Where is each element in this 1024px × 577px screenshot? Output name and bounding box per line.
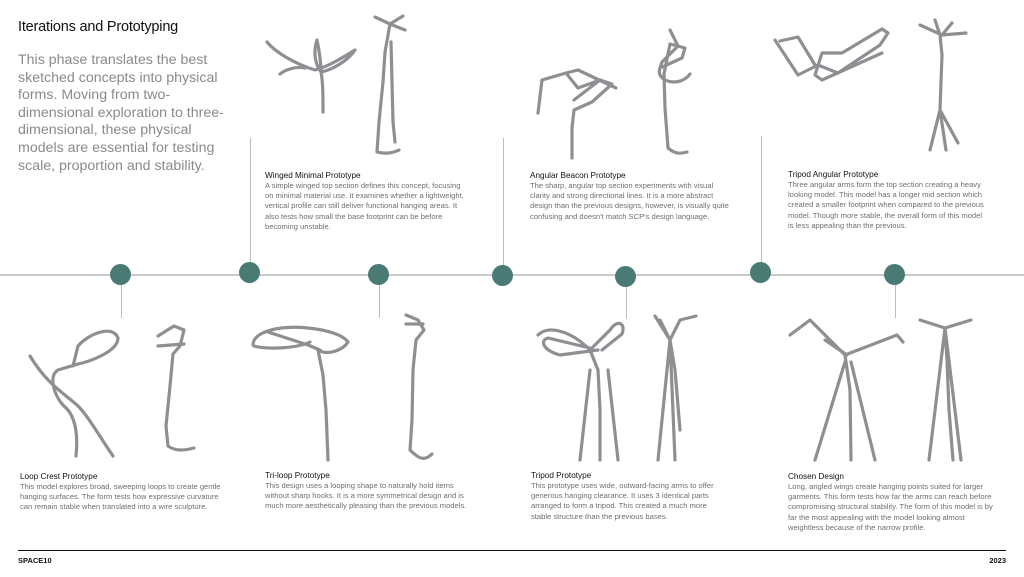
tripod-title: Tripod Prototype — [531, 471, 592, 480]
winged-minimal-prototype-image — [255, 12, 435, 162]
connector-tripod-angular — [761, 136, 762, 264]
footer-divider — [18, 550, 1006, 551]
tri-loop-prototype-image — [248, 310, 458, 475]
timeline-dot-winged-minimal — [239, 262, 260, 283]
tri-loop-description: This design uses a looping shape to naturally hold items without sharp hooks. It is a more symmetrical design and is much more aesthetically pleasing than the previous models. — [265, 481, 467, 511]
winged-minimal-title: Winged Minimal Prototype — [265, 171, 361, 180]
loop-crest-title: Loop Crest Prototype — [20, 472, 98, 481]
footer-year: 2023 — [989, 556, 1006, 565]
connector-angular-beacon — [503, 138, 504, 267]
tripod-angular-title: Tripod Angular Prototype — [788, 170, 879, 179]
tripod-prototype-image — [530, 310, 720, 470]
chosen-design-prototype-image — [785, 310, 985, 470]
angular-beacon-title: Angular Beacon Prototype — [530, 171, 626, 180]
timeline-dot-tripod-angular — [750, 262, 771, 283]
chosen-design-description: Long, angled wings create hanging points suited for larger garments. This form tests how far the arms can reach before compromising structural stability. The form of this model is by far the most appealing with the model looking almost weightless because of the narrow profile. — [788, 482, 993, 532]
timeline-dot-tripod — [615, 266, 636, 287]
timeline-dot-chosen-design — [884, 264, 905, 285]
connector-winged-minimal — [250, 138, 251, 264]
angular-beacon-prototype-image — [530, 28, 705, 163]
tri-loop-title: Tri-loop Prototype — [265, 471, 330, 480]
loop-crest-prototype-image — [18, 316, 218, 471]
tripod-angular-prototype-image — [770, 15, 980, 165]
connector-loop-crest — [121, 285, 122, 318]
intro-paragraph: This phase translates the best sketched concepts into physical forms. Moving from two-dimensional exploration to three-dimensional, these physical models are essential for testing scale, proportion and stability. — [18, 52, 224, 174]
page-title: Iterations and Prototyping — [18, 19, 179, 35]
tripod-description: This prototype uses wide, outward-facing arms to offer generous hanging clearance. It uses 3 identical parts arranged to form a tripod. This created a much more stable structure than the previous bases. — [531, 481, 714, 521]
angular-beacon-description: The sharp, angular top section experiments with visual clarity and strong directional lines. It is a more abstract design than the previous designs, however, is visually quite confusing and doesn't match SCP's design language. — [530, 181, 729, 221]
winged-minimal-description: A simple winged top section defines this concept, focusing on minimal material use. It examines whether a lightweight, vertical profile can still deliver functional hanging areas. It also tests how small the base footprint can be before becoming unstable. — [265, 181, 464, 231]
timeline-dot-angular-beacon — [492, 265, 513, 286]
timeline-dot-loop-crest — [110, 264, 131, 285]
chosen-design-title: Chosen Design — [788, 472, 844, 481]
footer-brand: SPACE10 — [18, 556, 52, 565]
tripod-angular-description: Three angular arms form the top section creating a heavy looking model. This model has a longer mid section which created a smaller footprint when compared to the previous model. Though more stable, the overall form of this model is less appealing than the previous. — [788, 180, 984, 230]
loop-crest-description: This model explores broad, sweeping loops to create gentle hanging surfaces. The form tests how expressive curvature can remain stable when translated into a wire sculpture. — [20, 482, 221, 512]
timeline-dot-tri-loop — [368, 264, 389, 285]
